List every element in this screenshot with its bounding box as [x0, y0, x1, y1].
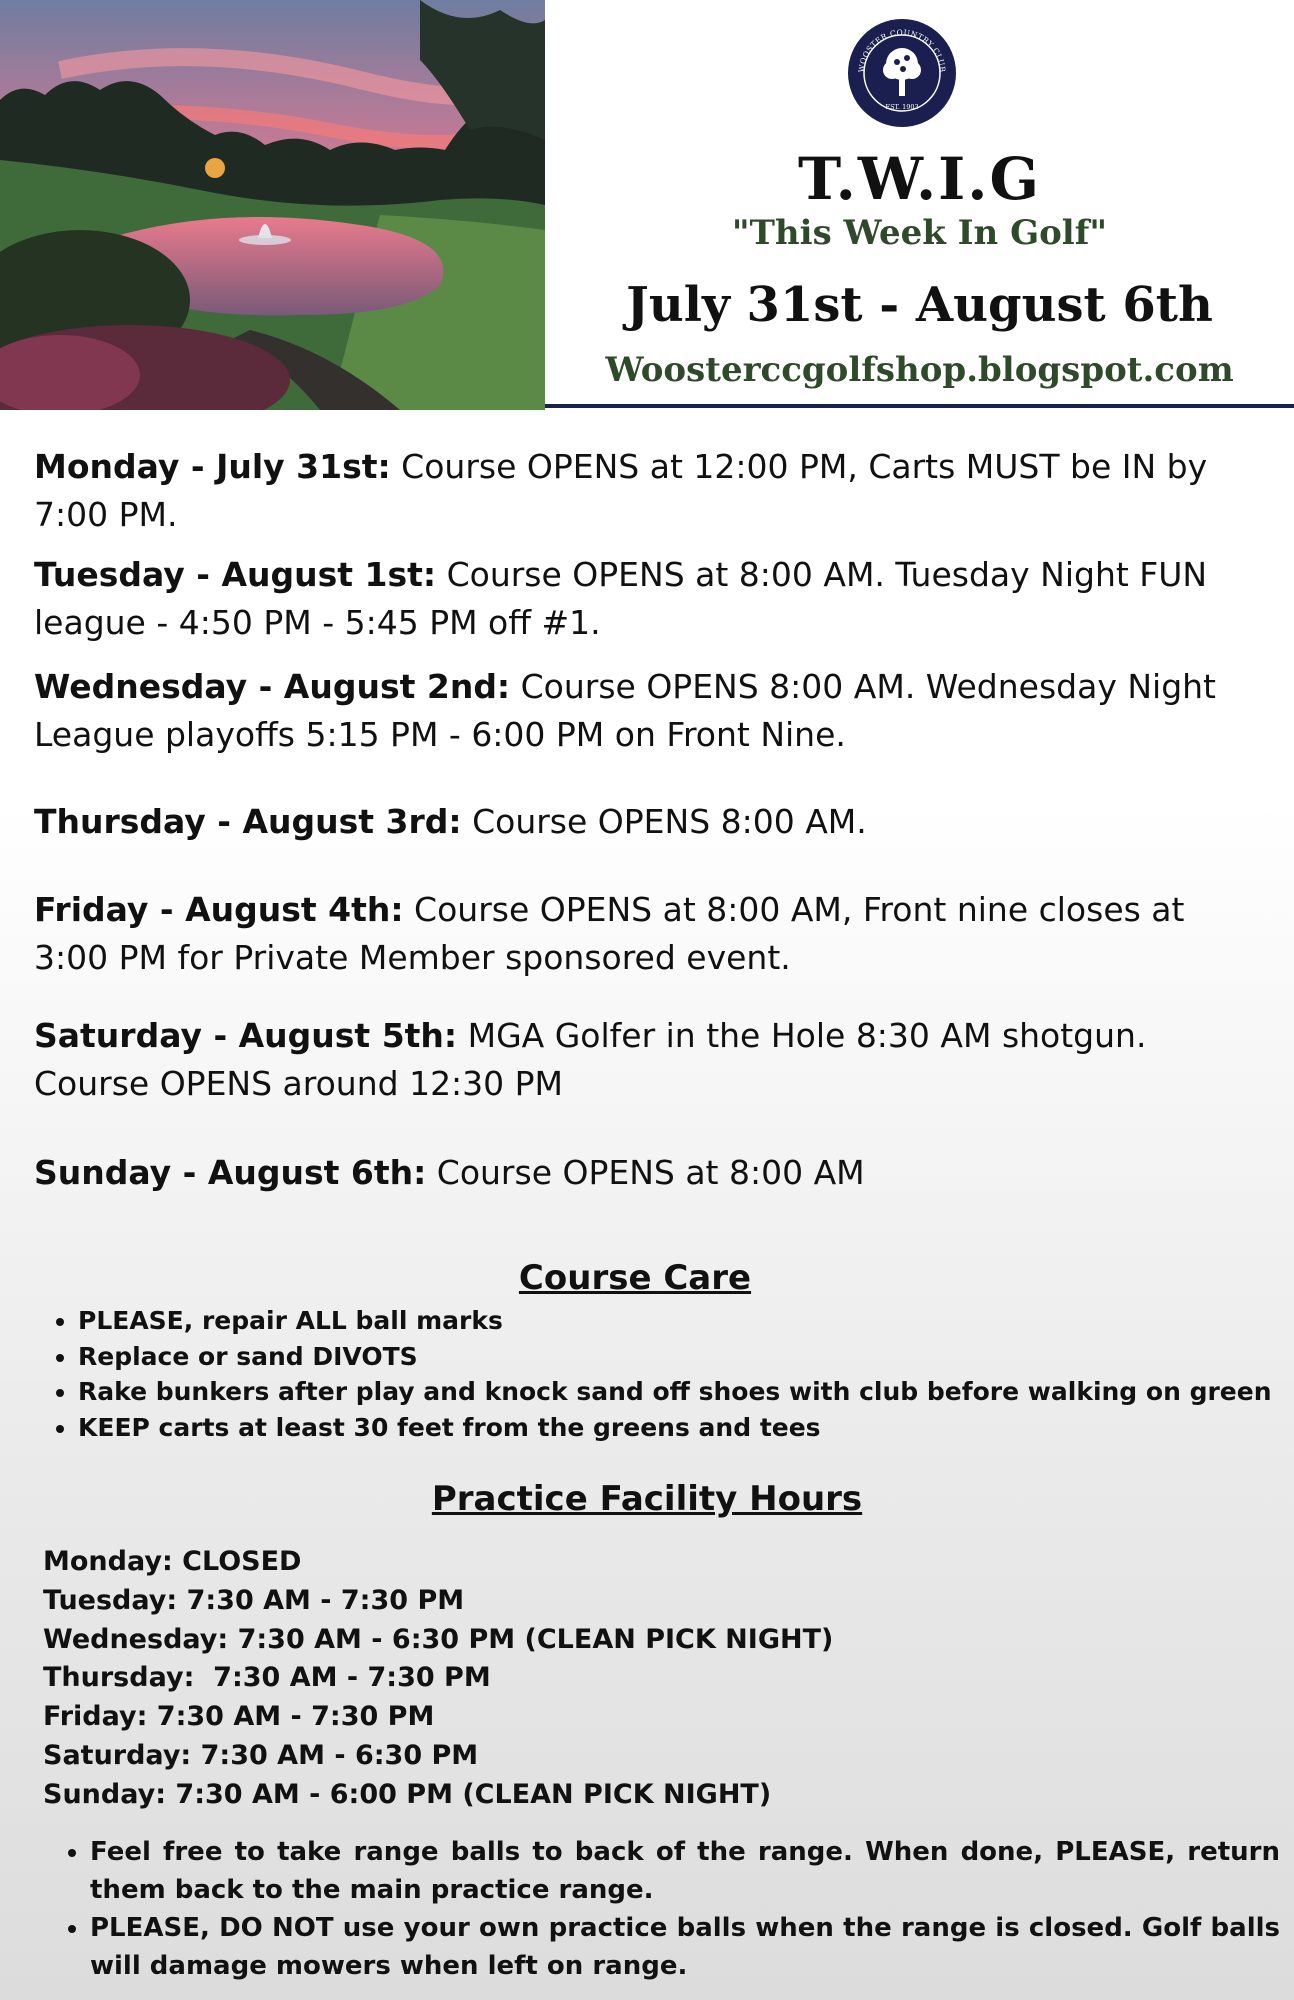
schedule-text: Course OPENS 8:00 AM. — [461, 802, 867, 841]
schedule-day: Saturday - August 5th: — [34, 1016, 458, 1055]
schedule-day: Thursday - August 3rd: — [34, 802, 462, 841]
schedule-text: Course OPENS at 8:00 AM. Tuesday Night FUN league - 4:50 PM - 5:45 PM off #1. — [34, 555, 1208, 642]
hours-row: Monday: CLOSED — [43, 1546, 302, 1577]
list-item: • Replace or sand DIVOTS — [78, 1339, 1272, 1375]
hours-row: Saturday: 7:30 AM - 6:30 PM — [43, 1739, 479, 1771]
list-item: • PLEASE, repair ALL ball marks — [78, 1303, 1272, 1339]
schedule-text: Course OPENS at 8:00 AM — [426, 1153, 865, 1192]
schedule-entry — [34, 551, 1249, 647]
schedule-entry — [34, 663, 1249, 759]
page-subtitle: "This Week In Golf" — [731, 213, 1108, 253]
course-care-heading: Course Care — [518, 1258, 752, 1298]
schedule-entry — [34, 798, 1249, 846]
hours-row: Wednesday: 7:30 AM - 6:30 PM (CLEAN PICK NIGHT) — [43, 1623, 834, 1655]
sunset-pond-photo — [0, 0, 545, 410]
schedule-entry — [34, 1149, 1249, 1197]
list-item: • PLEASE, DO NOT use your own practice balls when the range is closed. Golf balls will damage mowers when left on range. — [90, 1909, 1280, 1985]
header-panel — [545, 0, 1294, 408]
schedule-entry — [34, 1012, 1249, 1108]
schedule-entry — [34, 443, 1249, 539]
practice-hours-list — [43, 1543, 833, 1815]
hours-row: Thursday: 7:30 AM - 7:30 PM — [43, 1662, 491, 1694]
schedule-text: Course OPENS at 8:00 AM, Front nine closes at 3:00 PM for Private Member sponsored event. — [34, 890, 1185, 977]
range-notes-list — [62, 1833, 1280, 1985]
schedule-text: MGA Golfer in the Hole 8:30 AM shotgun. Course OPENS around 12:30 PM — [34, 1016, 1147, 1103]
schedule-day: Wednesday - August 2nd: — [34, 667, 511, 706]
hours-row: Tuesday: 7:30 AM - 7:30 PM — [43, 1584, 465, 1616]
schedule-day: Monday - July 31st: — [34, 447, 391, 486]
hours-row: Sunday: 7:30 AM - 6:00 PM (CLEAN PICK NIGHT) — [43, 1778, 772, 1810]
schedule-text: Course OPENS 8:00 AM. Wednesday Night League playoffs 5:15 PM - 6:00 PM on Front Nine. — [34, 667, 1216, 754]
week-dates: July 31st - August 6th — [626, 277, 1213, 333]
schedule-day: Tuesday - August 1st: — [34, 555, 437, 594]
course-care-list — [50, 1303, 1272, 1445]
practice-hours-heading: Practice Facility Hours — [431, 1479, 863, 1519]
schedule-day: Friday - August 4th: — [34, 890, 404, 929]
list-item: • Feel free to take range balls to back of the range. When done, PLEASE, return them back to the main practice range. — [90, 1833, 1280, 1909]
logo-est-text: EST. 1903 — [885, 103, 919, 111]
schedule-text: Course OPENS at 12:00 PM, Carts MUST be IN by 7:00 PM. — [34, 447, 1208, 534]
schedule-entry — [34, 886, 1249, 982]
website-link[interactable]: Woosterccgolfshop.blogspot.com — [605, 350, 1234, 390]
header-divider — [545, 404, 1294, 408]
schedule-day: Sunday - August 6th: — [34, 1153, 427, 1192]
club-logo — [847, 18, 957, 128]
hours-row: Friday: 7:30 AM - 7:30 PM — [43, 1701, 435, 1733]
list-item: • Rake bunkers after play and knock sand off shoes with club before walking on green — [78, 1374, 1272, 1410]
logo-arc-text: WOOSTER COUNTRY CLUB — [856, 27, 948, 73]
page-title: T.W.I.G — [797, 145, 1042, 213]
list-item: • KEEP carts at least 30 feet from the greens and tees — [78, 1410, 1272, 1446]
